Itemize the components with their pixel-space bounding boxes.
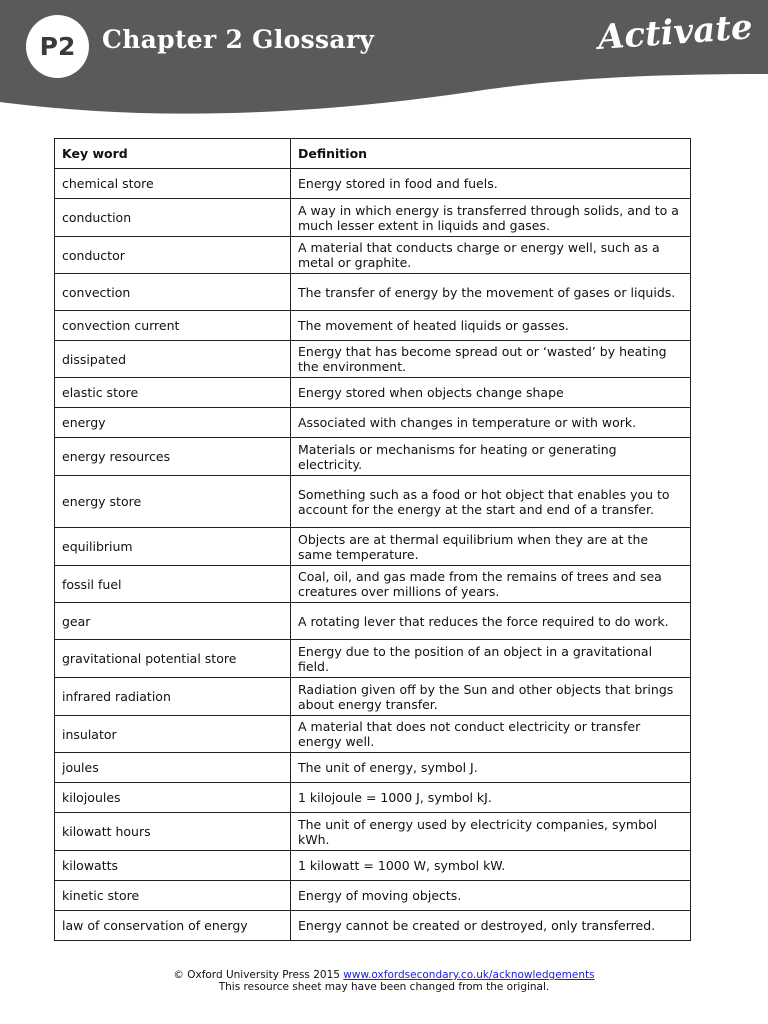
definition-cell: Radiation given off by the Sun and other objects that brings about energy transfer. — [291, 678, 691, 716]
key-word-cell: energy — [55, 408, 291, 438]
key-word-cell: conduction — [55, 199, 291, 237]
definition-cell: A way in which energy is transferred through solids, and to a much lesser extent in liquids and gases. — [291, 199, 691, 237]
key-word-cell: chemical store — [55, 169, 291, 199]
table-row — [55, 911, 691, 941]
key-word-cell: convection current — [55, 311, 291, 341]
definition-cell: The transfer of energy by the movement of gases or liquids. — [291, 274, 691, 311]
table-row — [55, 881, 691, 911]
definition-cell: Energy stored in food and fuels. — [291, 169, 691, 199]
definition-cell: Energy that has become spread out or ‘wasted’ by heating the environment. — [291, 341, 691, 378]
table-row — [55, 716, 691, 753]
brand-logo: Activate — [596, 7, 754, 58]
table-row — [55, 408, 691, 438]
definition-cell: Associated with changes in temperature or with work. — [291, 408, 691, 438]
table-row — [55, 438, 691, 476]
table-row — [55, 640, 691, 678]
acknowledgements-link[interactable]: www.oxfordsecondary.co.uk/acknowledgements — [343, 969, 595, 981]
definition-cell: 1 kilojoule = 1000 J, symbol kJ. — [291, 783, 691, 813]
table-row — [55, 783, 691, 813]
definition-cell: Objects are at thermal equilibrium when they are at the same temperature. — [291, 528, 691, 566]
table-row — [55, 311, 691, 341]
definition-cell: Coal, oil, and gas made from the remains of trees and sea creatures over millions of years. — [291, 566, 691, 603]
table-row — [55, 603, 691, 640]
table-row — [55, 199, 691, 237]
table-row — [55, 169, 691, 199]
key-word-cell: energy store — [55, 476, 291, 528]
table-header-row — [55, 139, 691, 169]
definition-cell: The unit of energy, symbol J. — [291, 753, 691, 783]
definition-cell: Energy of moving objects. — [291, 881, 691, 911]
glossary-table — [54, 138, 691, 941]
column-header-definition: Definition — [291, 139, 691, 169]
definition-cell: Something such as a food or hot object that enables you to account for the energy at the start and end of a transfer. — [291, 476, 691, 528]
table-row — [55, 813, 691, 851]
key-word-cell: joules — [55, 753, 291, 783]
definition-cell: Energy stored when objects change shape — [291, 378, 691, 408]
table-row — [55, 678, 691, 716]
definition-cell: The movement of heated liquids or gasses. — [291, 311, 691, 341]
key-word-cell: insulator — [55, 716, 291, 753]
column-header-key-word: Key word — [55, 139, 291, 169]
key-word-cell: equilibrium — [55, 528, 291, 566]
definition-cell: Energy cannot be created or destroyed, only transferred. — [291, 911, 691, 941]
definition-cell: 1 kilowatt = 1000 W, symbol kW. — [291, 851, 691, 881]
table-row — [55, 566, 691, 603]
key-word-cell: dissipated — [55, 341, 291, 378]
table-row — [55, 237, 691, 274]
key-word-cell: fossil fuel — [55, 566, 291, 603]
key-word-cell: energy resources — [55, 438, 291, 476]
definition-cell: Materials or mechanisms for heating or generating electricity. — [291, 438, 691, 476]
definition-cell: A rotating lever that reduces the force required to do work. — [291, 603, 691, 640]
copyright-text: © Oxford University Press 2015 — [173, 969, 340, 981]
key-word-cell: gear — [55, 603, 291, 640]
key-word-cell: kilojoules — [55, 783, 291, 813]
key-word-cell: law of conservation of energy — [55, 911, 291, 941]
key-word-cell: conductor — [55, 237, 291, 274]
key-word-cell: kilowatt hours — [55, 813, 291, 851]
key-word-cell: gravitational potential store — [55, 640, 291, 678]
table-row — [55, 528, 691, 566]
table-row — [55, 851, 691, 881]
definition-cell: A material that conducts charge or energy well, such as a metal or graphite. — [291, 237, 691, 274]
table-row — [55, 378, 691, 408]
table-row — [55, 753, 691, 783]
definition-cell: The unit of energy used by electricity companies, symbol kWh. — [291, 813, 691, 851]
table-row — [55, 476, 691, 528]
footer — [0, 969, 768, 993]
key-word-cell: kinetic store — [55, 881, 291, 911]
chapter-badge — [26, 15, 89, 78]
definition-cell: Energy due to the position of an object in a gravitational field. — [291, 640, 691, 678]
key-word-cell: kilowatts — [55, 851, 291, 881]
key-word-cell: convection — [55, 274, 291, 311]
table-row — [55, 274, 691, 311]
table-row — [55, 341, 691, 378]
glossary-body — [55, 169, 691, 941]
key-word-cell: infrared radiation — [55, 678, 291, 716]
key-word-cell: elastic store — [55, 378, 291, 408]
footer-copyright-line — [0, 969, 768, 981]
page-title: Chapter 2 Glossary — [102, 25, 375, 54]
chapter-badge-label: P2 — [39, 32, 76, 61]
definition-cell: A material that does not conduct electricity or transfer energy well. — [291, 716, 691, 753]
footer-notice: This resource sheet may have been changed from the original. — [218, 981, 550, 993]
